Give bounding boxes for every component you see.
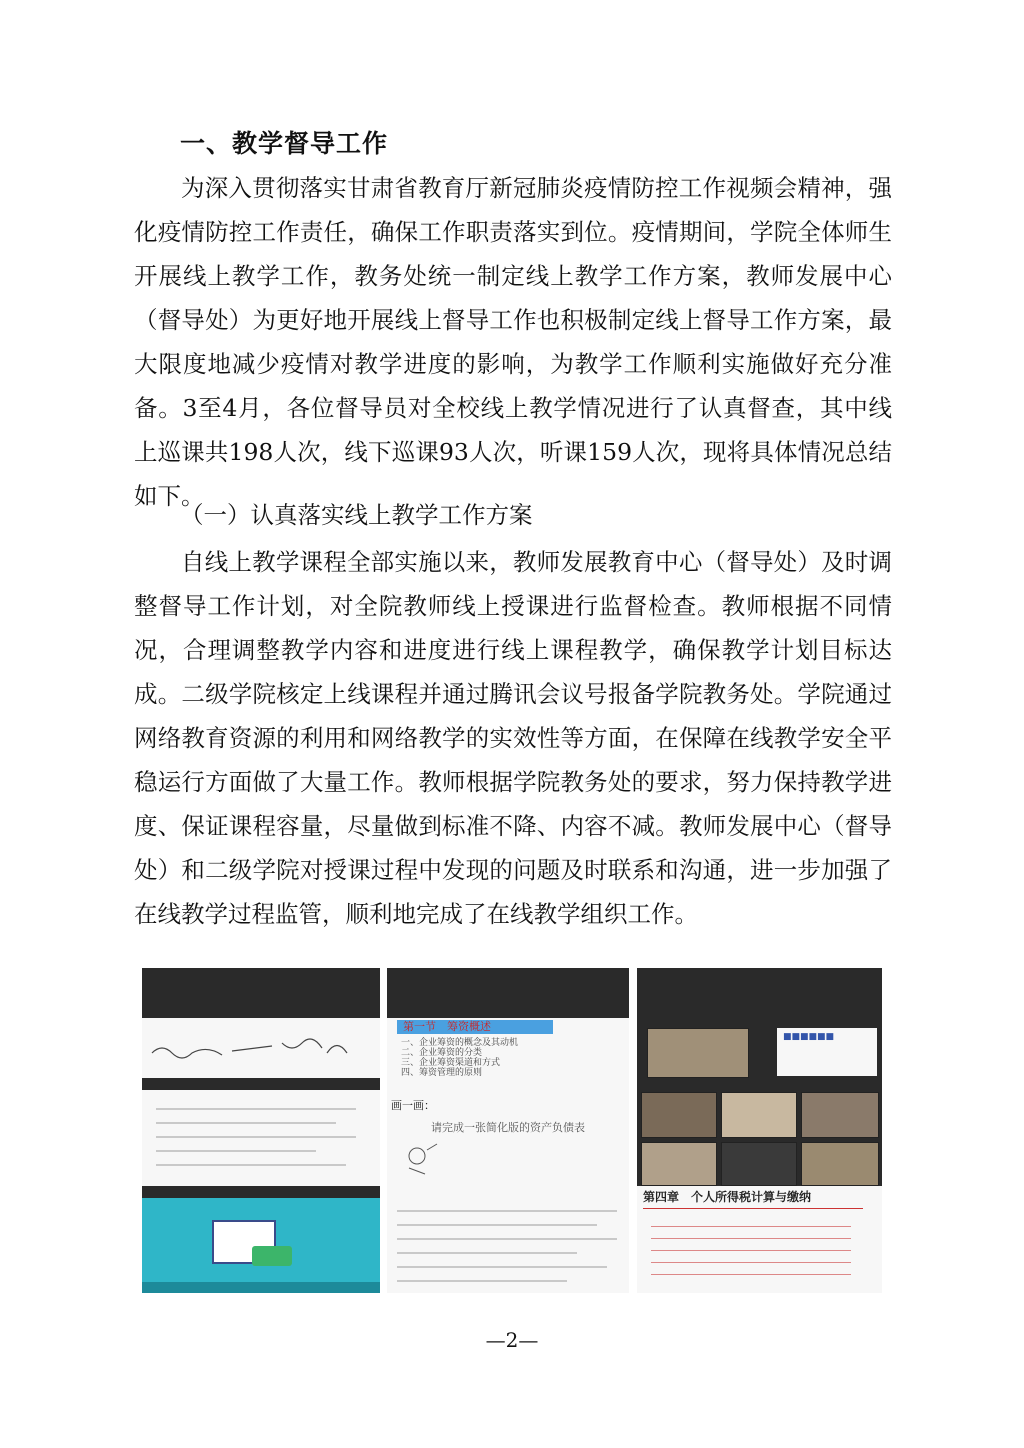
task-label: 画一画： bbox=[391, 1099, 435, 1112]
screenshot-document-editor bbox=[142, 1078, 380, 1186]
section-heading: 一、教学督导工作 bbox=[180, 129, 389, 158]
slide-bullet-3: 三、企业筹资渠道和方式 bbox=[401, 1058, 501, 1068]
screenshot-text-document bbox=[387, 1186, 629, 1293]
subsection-heading: （一）认真落实线上教学工作方案 bbox=[180, 501, 533, 529]
paragraph-intro: 为深入贯彻落实甘肃省教育厅新冠肺炎疫情防控工作视频会精神，强化疫情防控工作责任，确保工作职责落实到位。疫情期间，学院全体师生开展线上教学工作，教务处统一制定线上教学工作方案，教师发展中心（督导处）为更好地开展线上督导工作也积极制定线上督导工作方案，最大限度地减少疫情对教学进度的影响，为教学工作顺利实施做好充分准备。3至4月，各位督导员对全校线上教学情况进行了认真督查，其中线上巡课共198人次，线下巡课93人次，听课159人次，现将具体情况总结如下。 bbox=[134, 174, 892, 510]
screenshot-handwriting bbox=[142, 968, 380, 1078]
online-class-screenshot-collage bbox=[142, 968, 882, 1293]
doodle-icon bbox=[397, 1138, 447, 1178]
handwriting-sketch bbox=[142, 1023, 380, 1073]
slide-bullet-2: 二、企业筹资的分类 bbox=[401, 1048, 483, 1058]
screenshot-balance-sheet-task bbox=[387, 1078, 629, 1186]
slide-bullet-4: 四、筹资管理的原则 bbox=[401, 1068, 483, 1078]
screenshot-video-player bbox=[142, 1186, 380, 1293]
screenshot-video-grid bbox=[637, 1078, 882, 1186]
screenshot-tax-chapter bbox=[637, 1186, 882, 1293]
paragraph-implementation: 自线上教学课程全部实施以来，教师发展教育中心（督导处）及时调整督导工作计划，对全院教师线上授课进行监督检查。教师根据不同情况，合理调整教学内容和进度进行线上课程教学，确保教学计划目标达成。二级学院核定上线课程并通过腾讯会议号报备学院教务处。学院通过网络教育资源的利用和网络教学的实效性等方面，在保障在线教学安全平稳运行方面做了大量工作。教师根据学院教务处的要求，努力保持教学进度、保证课程容量，尽量做到标准不降、内容不减。教师发展中心（督导处）和二级学院对授课过程中发现的问题及时联系和沟通，进一步加强了在线教学过程监管，顺利地完成了在线教学组织工作。 bbox=[134, 548, 892, 928]
page-number: —2— bbox=[485, 1328, 539, 1352]
task-text: 请完成一张简化版的资产负债表 bbox=[431, 1121, 585, 1134]
chapter-title: 第四章 个人所得税计算与缴纳 bbox=[643, 1190, 812, 1204]
screenshot-financing-slide bbox=[387, 968, 629, 1078]
screenshot-news-slide: ■■■■■■ bbox=[637, 968, 882, 1078]
slide-bullet-1: 一、企业筹资的概念及其动机 bbox=[401, 1038, 519, 1048]
slide-title: 第一节 筹资概述 bbox=[397, 1020, 553, 1034]
